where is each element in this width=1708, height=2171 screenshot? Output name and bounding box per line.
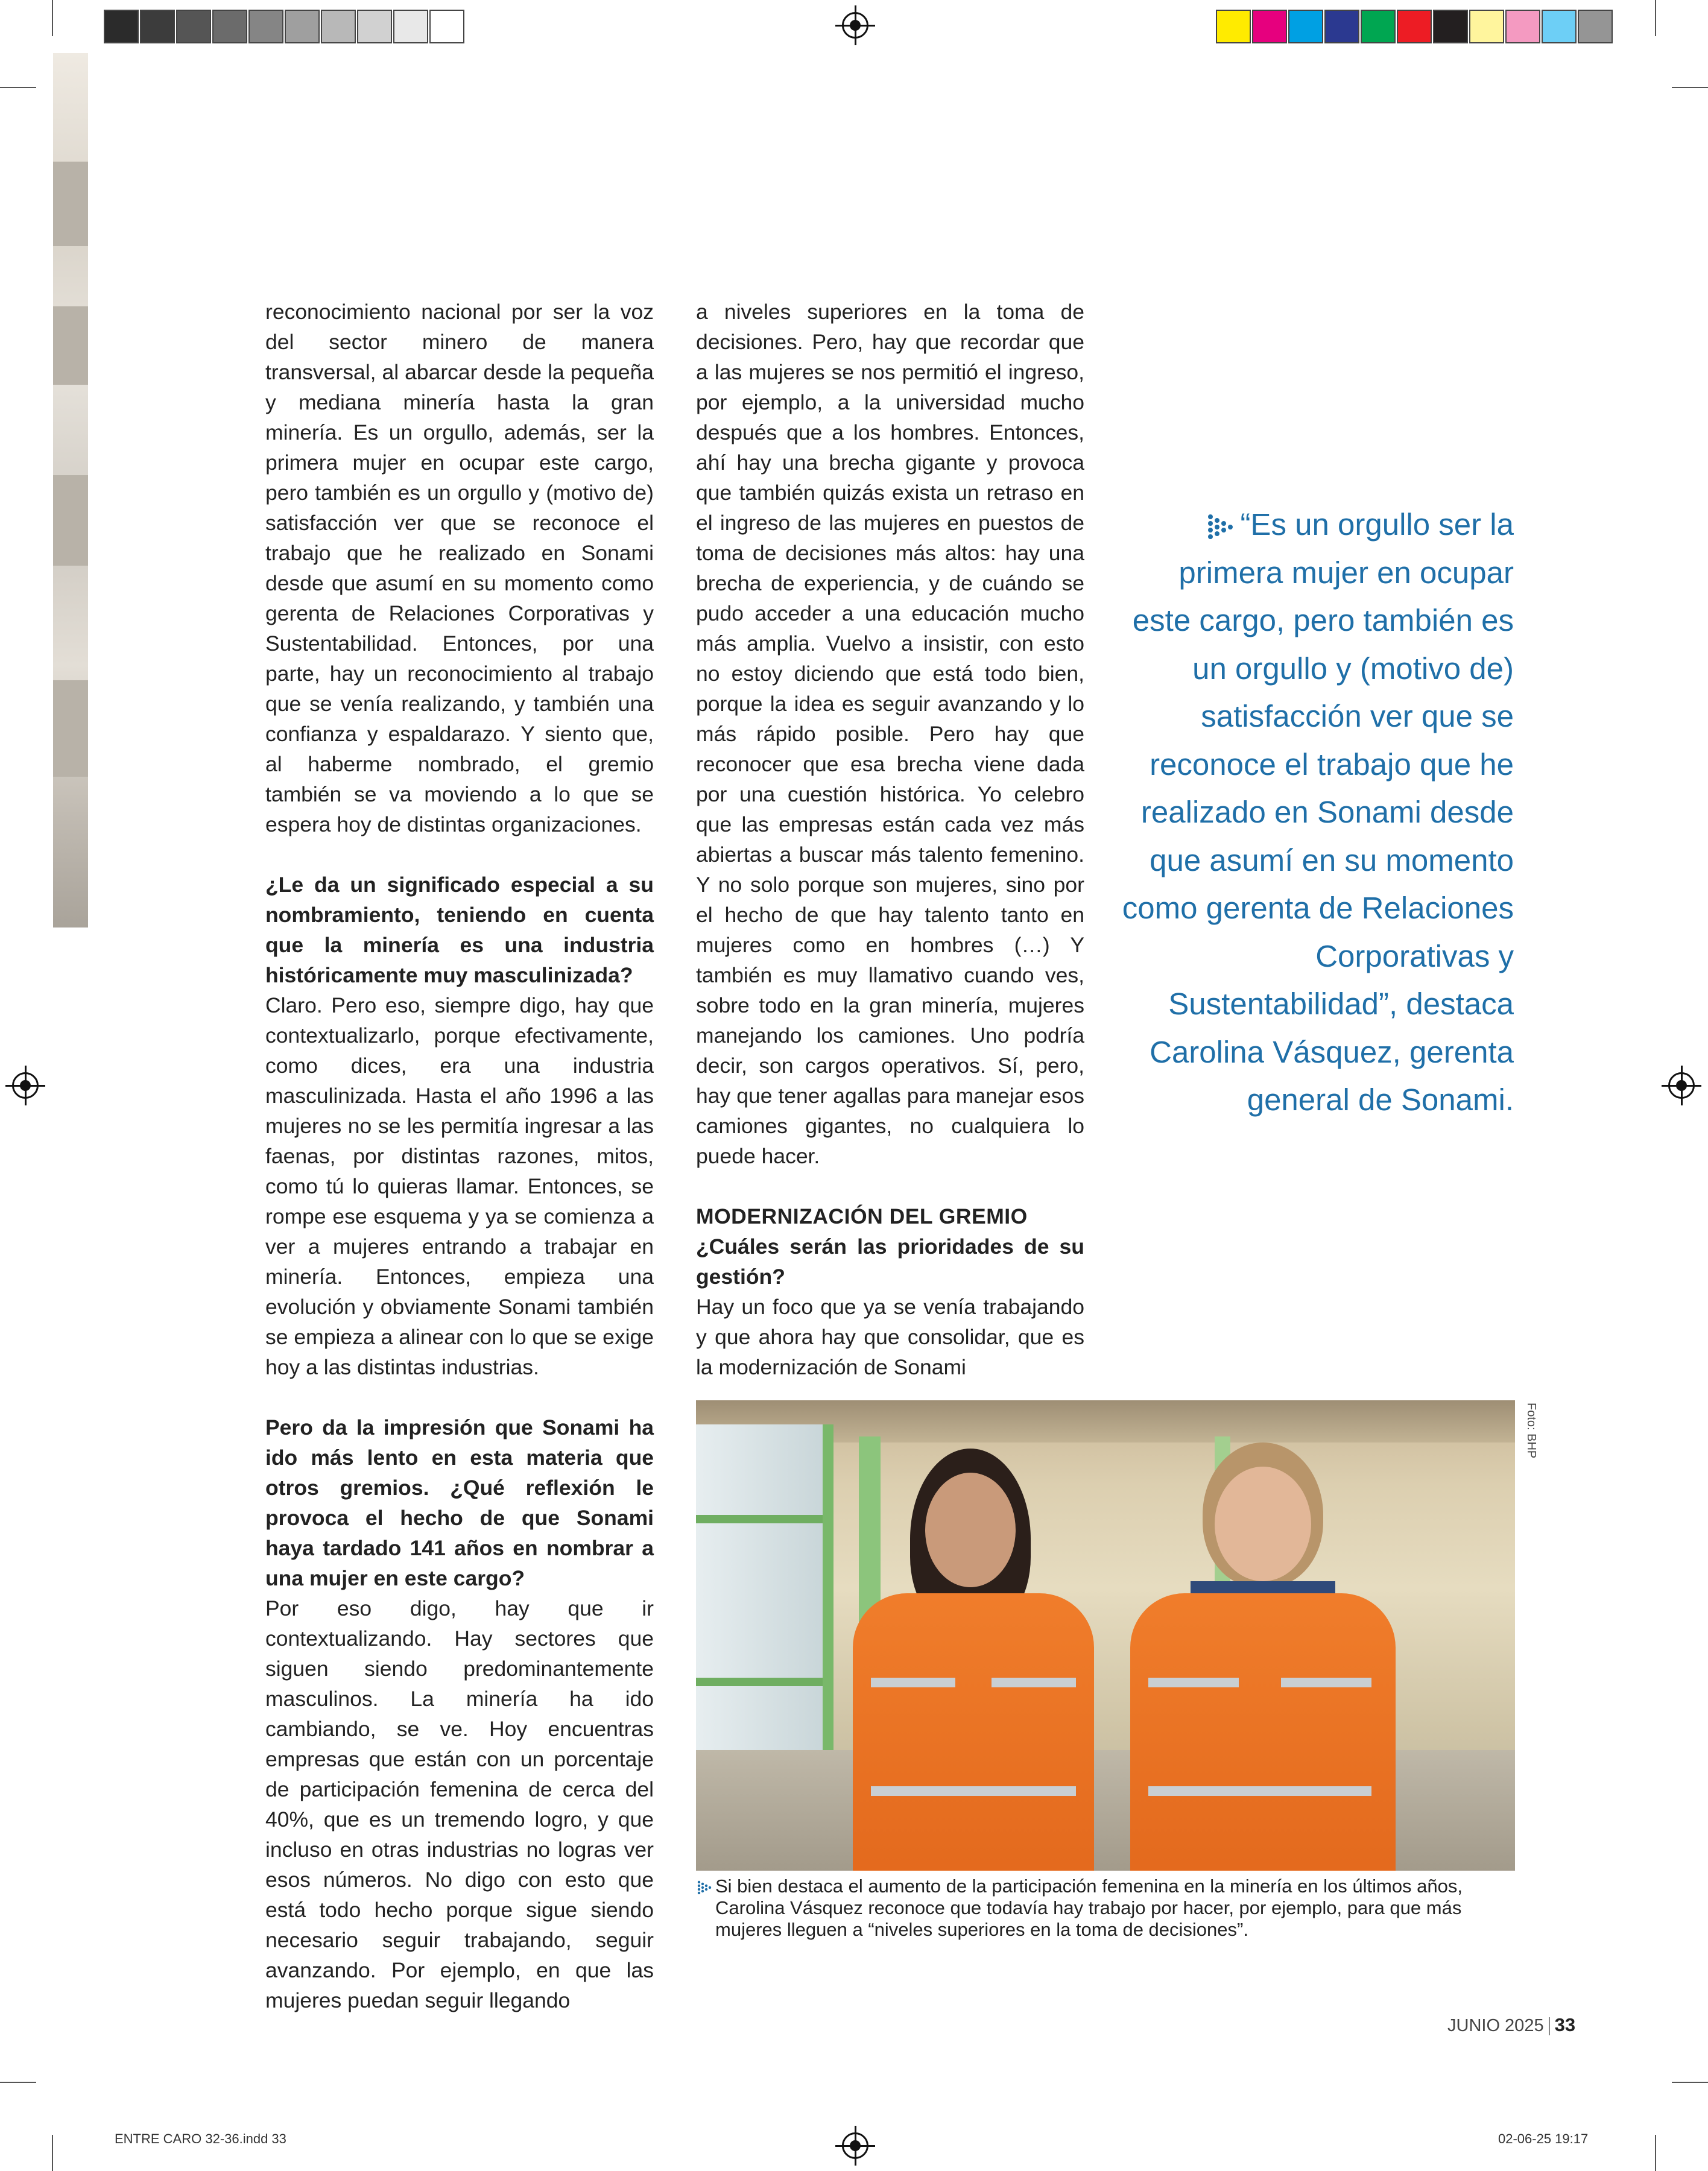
gray-swatch	[393, 10, 428, 43]
photo-credit: Foto: BHP	[1525, 1403, 1538, 1459]
issue-date: JUNIO 2025	[1447, 2016, 1544, 2035]
woman-left-figure	[847, 1449, 1100, 1871]
interview-answer: Por eso digo, hay que ir contextualizando. Hay sectores que siguen siendo predominantemente masculinos. La minería ha ido cambiando, se ve. Hoy encuentras empresas que están con un porcentaje de participación femenina de cerca del 40%, que es un tremendo logro, y que incluso en otras industrias no logras ver esos números. No digo con esto que está todo hecho porque sigue siendo necesario seguir trabajando, seguir avanzando. Por ejemplo, en que las mujeres puedan seguir llegando	[265, 1596, 654, 2012]
body-paragraph: a niveles superiores en la toma de decisiones. Pero, hay que recordar que a las mujeres se nos permitió el ingreso, por ejemplo, a la universidad mucho después que a los hombres. Entonces, ahí hay una brecha gigante y provoca que también quizás exista un retraso en el ingreso de las mujeres en puestos de toma de decisiones más altos: hay una brecha de experiencia, y de cuándo se pudo acceder a una educación mucho más amplia. Vuelvo a insistir, con esto no estoy diciendo que está todo bien, porque la idea es seguir avanzando y lo más rápido posible. Pero hay que reconocer que esa brecha viene dada por una cuestión histórica. Yo celebro que las empresas están cada vez más abiertas a buscar más talento femenino. Y no solo porque son mujeres, sino por el hecho de que hay talento tanto en mujeres como en hombres (…) Y también es muy llamativo cuando ves, sobre todo en la gran minería, mujeres manejando los camiones. Uno podría decir, son cargos operativos. Sí, pero, hay que tener agallas para manejar esos camiones gigantes, no cualquiera lo puede hacer.	[696, 300, 1084, 1168]
color-swatch	[1216, 10, 1251, 43]
color-swatch	[1505, 10, 1540, 43]
process-color-bar	[1216, 10, 1614, 43]
gray-swatch	[104, 10, 139, 43]
color-swatch	[1252, 10, 1287, 43]
crop-mark	[0, 2082, 36, 2083]
crop-mark	[0, 87, 36, 88]
color-swatch	[1469, 10, 1504, 43]
interview-answer: Hay un foco que ya se venía trabajando y que ahora hay que consolidar, que es la modernización de Sonami	[696, 1295, 1084, 1379]
gray-swatch	[429, 10, 464, 43]
crop-mark	[52, 0, 53, 36]
crop-mark	[1672, 87, 1708, 88]
gray-swatch	[285, 10, 320, 43]
grayscale-color-bar	[104, 10, 466, 43]
page-number: 33	[1554, 2014, 1576, 2035]
gray-swatch	[212, 10, 247, 43]
woman-right-figure	[1118, 1443, 1402, 1871]
gray-swatch	[140, 10, 175, 43]
crop-mark	[1655, 2135, 1656, 2171]
color-swatch	[1397, 10, 1432, 43]
article-photo	[696, 1400, 1515, 1871]
color-swatch	[1361, 10, 1396, 43]
interview-answer: Claro. Pero eso, siempre digo, hay que contextualizarlo, porque efectivamente, como dices, era una industria masculinizada. Hasta el año 1996 a las mujeres no se les permitía ingresar a las faenas, por distintas razones, mitos, como tú lo quieras llamar. Entonces, se rompe ese esquema y ya se comienza a ver a mujeres entrando a trabajar en minería. Entonces, empieza una evolución y obviamente Sonami también se empieza a alinear con lo que se exige hoy a las distintas industrias.	[265, 993, 654, 1379]
slug-file-name: ENTRE CARO 32-36.indd 33	[115, 2131, 286, 2146]
crop-mark	[1655, 0, 1656, 36]
section-heading: MODERNIZACIÓN DEL GREMIO	[696, 1204, 1028, 1228]
color-swatch	[1288, 10, 1323, 43]
photo-caption: Si bien destaca el aumento de la participación femenina en la minería en los últimos años, Carolina Vásquez reconoce que todavía hay trabajo por hacer, por ejemplo, para que más mujeres lleguen a “niveles superiores en la toma de decisiones”.	[715, 1876, 1463, 1940]
caption-bullet-icon	[697, 1880, 712, 1895]
pull-quote-text: “Es un orgullo ser la primera mujer en ocupar este cargo, pero también es un orgullo y (motivo de) satisfacción ver que se reconoce el trabajo que he realizado en Sonami desde que asumí en su momento como gerenta de Relaciones Corporativas y Sustentabilidad”, destaca Carolina Vásquez, gerenta general de Sonami.	[1122, 507, 1514, 1117]
registration-mark-icon	[842, 2132, 868, 2159]
article-column-2	[696, 297, 1084, 1382]
interview-question: Pero da la impresión que Sonami ha ido más lento en esta materia que otros gremios. ¿Qué reflexión le provoca el hecho de que Sonami haya tardado 141 años en nombrar a una mujer en este cargo?	[265, 1415, 654, 1590]
crop-mark	[1672, 2082, 1708, 2083]
pull-quote	[1116, 501, 1514, 1124]
color-swatch	[1542, 10, 1577, 43]
crop-mark	[52, 2135, 53, 2171]
article-column-1	[265, 297, 654, 2015]
quote-bullet-icon	[1207, 514, 1234, 540]
gray-swatch	[248, 10, 283, 43]
interview-question: ¿Cuáles serán las prioridades de su gestión?	[696, 1234, 1084, 1289]
registration-mark-icon	[1668, 1072, 1695, 1099]
color-swatch	[1433, 10, 1468, 43]
gray-swatch	[321, 10, 356, 43]
interview-question: ¿Le da un significado especial a su nombramiento, teniendo en cuenta que la minería es una industria históricamente muy masculinizada?	[265, 873, 654, 987]
color-swatch	[1578, 10, 1613, 43]
page-folio	[1447, 2014, 1575, 2036]
slug-timestamp: 02-06-25 19:17	[1498, 2131, 1589, 2146]
registration-mark-icon	[842, 12, 868, 39]
registration-mark-icon	[12, 1072, 39, 1099]
gray-swatch	[357, 10, 392, 43]
gray-swatch	[176, 10, 211, 43]
color-swatch	[1324, 10, 1359, 43]
body-paragraph: reconocimiento nacional por ser la voz del sector minero de manera transversal, al abarcar desde la pequeña y mediana minería hasta la gran minería. Es un orgullo, además, ser la primera mujer en ocupar este cargo, pero también es un orgullo y (motivo de) satisfacción ver que se reconoce el trabajo que he realizado en Sonami desde que asumí en su momento como gerenta de Relaciones Corporativas y Sustentabilidad. Entonces, por una parte, hay un reconocimiento al trabajo que se venía realizando, y también una confianza y espaldarazo. Y siento que, al haberme nombrado, el gremio también se va moviendo a lo que se espera hoy de distintas organizaciones.	[265, 300, 654, 836]
edge-photo-strip	[53, 53, 88, 927]
